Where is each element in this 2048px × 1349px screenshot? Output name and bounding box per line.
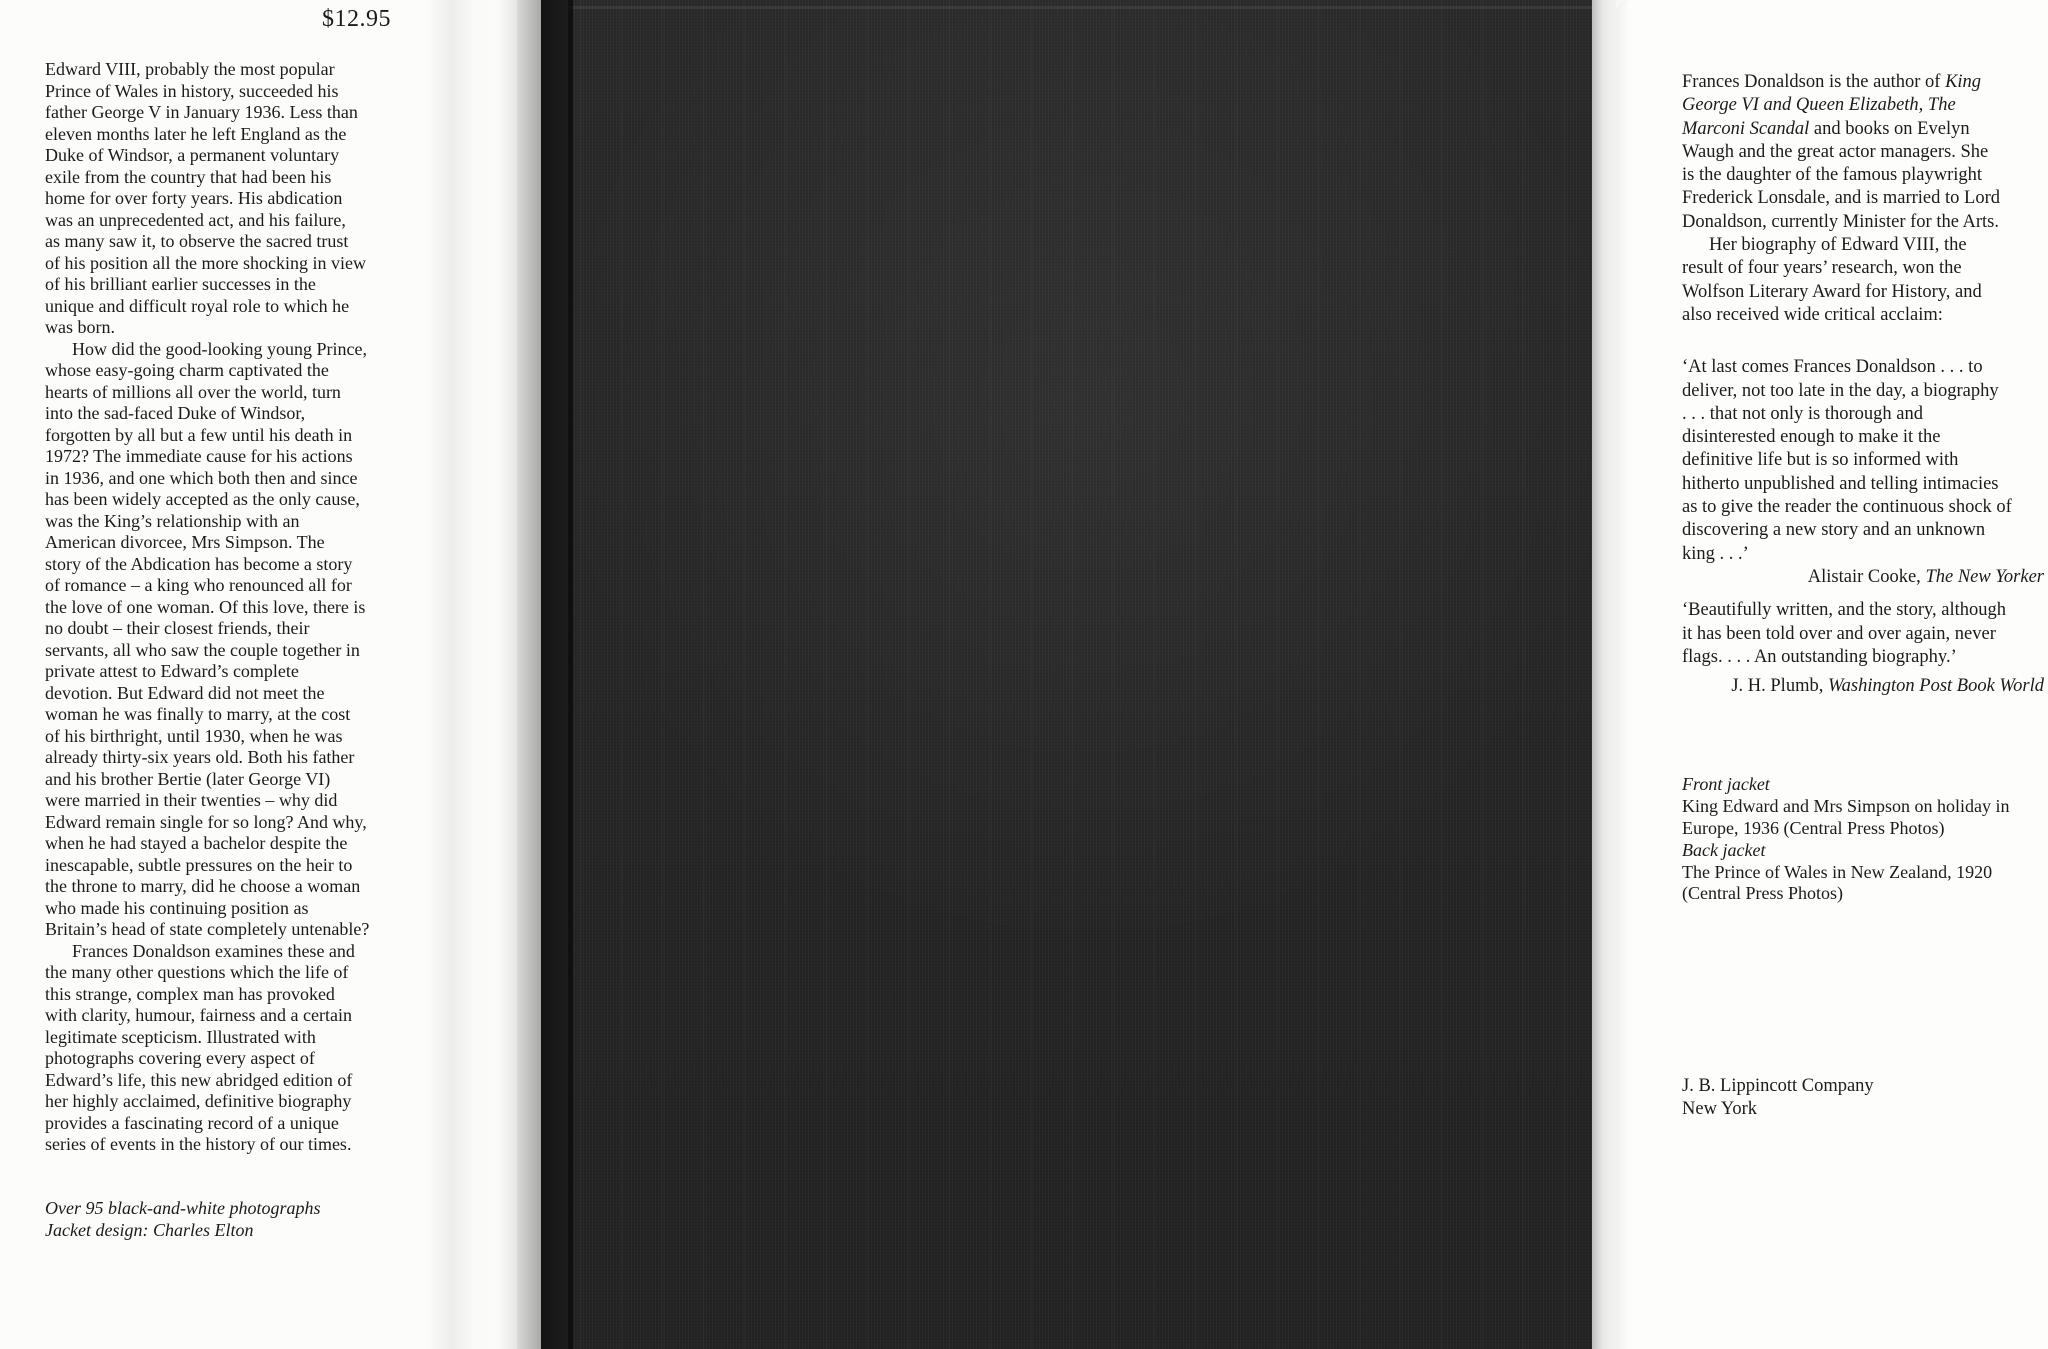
text-line: J. H. Plumb, Washington Post Book World bbox=[1731, 676, 2044, 697]
text-line: Her biography of Edward VIII, the bbox=[1709, 235, 1967, 256]
book-page-edges bbox=[517, 0, 541, 1349]
jacket-photo-credits bbox=[1682, 774, 2044, 905]
text-line: deliver, not too late in the day, a biography bbox=[1682, 380, 1999, 401]
text-line: George VI and Queen Elizabeth, The bbox=[1682, 95, 1956, 116]
text-line: unique and difficult royal role to which he bbox=[45, 295, 350, 316]
text-line: Wolfson Literary Award for History, and bbox=[1682, 281, 1982, 302]
text-line: the many other questions which the life of bbox=[45, 962, 349, 982]
text-line: disinterested enough to make it the bbox=[1682, 427, 1941, 448]
author-bio-text bbox=[1682, 71, 2044, 234]
text-line: the throne to marry, did he choose a woman bbox=[45, 876, 361, 896]
text-line: as to give the reader the continuous shock of bbox=[1682, 497, 2012, 518]
text-line: Donaldson, currently Minister for the Arts. bbox=[1682, 211, 2000, 232]
book-cover-board bbox=[541, 0, 1592, 1349]
text-line: Waugh and the great actor managers. She bbox=[1682, 141, 1989, 162]
text-line: (Central Press Photos) bbox=[1682, 883, 1843, 904]
text-line: the love of one woman. Of this love, there is bbox=[45, 596, 366, 617]
text-line: definitive life but is so informed with bbox=[1682, 450, 1959, 471]
text-line: is the daughter of the famous playwright bbox=[1682, 165, 1983, 186]
text-line: in 1936, and one which both then and since bbox=[45, 467, 358, 488]
text-line: father George V in January 1936. Less than bbox=[45, 102, 358, 122]
text-line: result of four years’ research, won the bbox=[1682, 258, 1962, 279]
text-line: this strange, complex man has provoked bbox=[45, 983, 335, 1004]
right-jacket-flap bbox=[1616, 0, 2048, 1349]
text-line: woman he was finally to marry, at the cost bbox=[45, 704, 351, 724]
text-line: her highly acclaimed, definitive biography bbox=[45, 1091, 352, 1111]
text-line: Marconi Scandal and books on Evelyn bbox=[1682, 118, 1970, 139]
flap-credits-text bbox=[45, 1197, 320, 1242]
text-line: series of events in the history of our times. bbox=[45, 1134, 352, 1154]
book-right-shadow bbox=[1592, 0, 1616, 1349]
text-line: Europe, 1936 (Central Press Photos) bbox=[1682, 818, 1945, 839]
text-line: eleven months later he left England as the bbox=[45, 123, 347, 144]
text-line: Edward’s life, this new abridged edition of bbox=[45, 1069, 353, 1090]
text-line: Prince of Wales in history, succeeded his bbox=[45, 80, 339, 101]
text-line: Over 95 black-and-white photographs bbox=[45, 1198, 321, 1218]
text-line: 1972? The immediate cause for his actions bbox=[45, 446, 353, 466]
cover-top-ridge bbox=[541, 6, 1592, 9]
text-line: servants, all who saw the couple together in bbox=[45, 639, 360, 660]
text-line: was born. bbox=[45, 317, 115, 337]
text-line: King Edward and Mrs Simpson on holiday in bbox=[1682, 796, 2010, 817]
text-line: . . . that not only is thorough and bbox=[1682, 403, 1923, 424]
review-attribution-1 bbox=[1682, 566, 2044, 589]
background-shadow-band bbox=[452, 0, 517, 1349]
text-line: hitherto unpublished and telling intimacies bbox=[1682, 473, 1999, 494]
text-line: has been widely accepted as the only cause, bbox=[45, 489, 360, 509]
text-line: devotion. But Edward did not meet the bbox=[45, 682, 325, 703]
text-line: forgotten by all but a few until his death in bbox=[45, 424, 353, 445]
text-line: exile from the country that had been his bbox=[45, 166, 332, 187]
review-attribution-2 bbox=[1682, 675, 2044, 698]
text-line: were married in their twenties – why did bbox=[45, 790, 338, 810]
cover-left-edge bbox=[541, 0, 568, 1349]
text-line: story of the Abdication has become a story bbox=[45, 553, 353, 574]
text-line: Britain’s head of state completely untenable? bbox=[45, 919, 370, 939]
text-line: discovering a new story and an unknown bbox=[1682, 520, 1986, 541]
text-line: into the sad-faced Duke of Windsor, bbox=[45, 403, 306, 423]
text-line: as many saw it, to observe the sacred trust bbox=[45, 231, 349, 251]
text-line: already thirty-six years old. Both his father bbox=[45, 747, 355, 767]
left-jacket-flap bbox=[0, 0, 453, 1349]
text-line: hearts of millions all over the world, turn bbox=[45, 381, 341, 402]
text-line: Frances Donaldson examines these and bbox=[72, 940, 355, 961]
text-line: no doubt – their closest friends, their bbox=[45, 618, 310, 638]
text-line: of his position all the more shocking in view bbox=[45, 252, 366, 273]
text-line: it has been told over and over again, never bbox=[1682, 623, 1996, 644]
text-line: Back jacket bbox=[1682, 839, 1766, 860]
text-line: private attest to Edward’s complete bbox=[45, 661, 299, 681]
text-line: ‘Beautifully written, and the story, although bbox=[1682, 600, 2007, 621]
text-line: whose easy-going charm captivated the bbox=[45, 360, 329, 380]
publisher-imprint bbox=[1682, 1075, 2044, 1120]
text-line: New York bbox=[1682, 1098, 1758, 1119]
review-quote-1 bbox=[1682, 356, 2044, 566]
text-line: inescapable, subtle pressures on the heir to bbox=[45, 854, 353, 875]
text-line: Frances Donaldson is the author of King bbox=[1682, 72, 1982, 92]
text-line: of his brilliant earlier successes in the bbox=[45, 274, 316, 294]
text-line: was an unprecedented act, and his failure, bbox=[45, 209, 346, 230]
text-line: of romance – a king who renounced all for bbox=[45, 575, 352, 595]
text-line: How did the good-looking young Prince, bbox=[72, 338, 367, 359]
text-line: and his brother Bertie (later George VI) bbox=[45, 768, 331, 789]
flap-description-text bbox=[45, 59, 369, 1156]
text-line: who made his continuing position as bbox=[45, 897, 309, 918]
text-line: Duke of Windsor, a permanent voluntary bbox=[45, 145, 340, 165]
text-line: Front jacket bbox=[1682, 774, 1770, 795]
text-line: Frederick Lonsdale, and is married to Lord bbox=[1682, 188, 2000, 209]
text-line: king . . .’ bbox=[1682, 543, 1749, 564]
text-line: American divorcee, Mrs Simpson. The bbox=[45, 532, 325, 552]
text-line: J. B. Lippincott Company bbox=[1682, 1076, 1874, 1097]
text-line: flags. . . . An outstanding biography.’ bbox=[1682, 646, 1957, 667]
text-line: legitimate scepticism. Illustrated with bbox=[45, 1026, 316, 1047]
text-line: was the King’s relationship with an bbox=[45, 510, 300, 531]
text-line: Jacket design: Charles Elton bbox=[45, 1220, 254, 1241]
cover-hinge-groove bbox=[568, 0, 573, 1349]
text-line: when he had stayed a bachelor despite the bbox=[45, 833, 348, 853]
text-line: The Prince of Wales in New Zealand, 1920 bbox=[1682, 861, 1993, 882]
text-line: ‘At last comes Frances Donaldson . . . to bbox=[1682, 357, 1983, 378]
right-flap-text-column bbox=[1682, 71, 2044, 1120]
award-acclaim-text bbox=[1682, 234, 2044, 327]
text-line: home for over forty years. His abdication bbox=[45, 188, 343, 208]
text-line: Alistair Cooke, The New Yorker bbox=[1807, 566, 2044, 587]
text-line: also received wide critical acclaim: bbox=[1682, 304, 1943, 325]
price-label: $12.95 bbox=[322, 6, 391, 32]
text-line: Edward VIII, probably the most popular bbox=[45, 59, 335, 79]
text-line: Edward remain single for so long? And why, bbox=[45, 811, 367, 832]
text-line: of his birthright, until 1930, when he was bbox=[45, 725, 343, 746]
text-line: photographs covering every aspect of bbox=[45, 1048, 315, 1068]
text-line: provides a fascinating record of a unique bbox=[45, 1112, 339, 1133]
text-line: with clarity, humour, fairness and a certain bbox=[45, 1005, 353, 1025]
review-quote-2 bbox=[1682, 599, 2044, 669]
